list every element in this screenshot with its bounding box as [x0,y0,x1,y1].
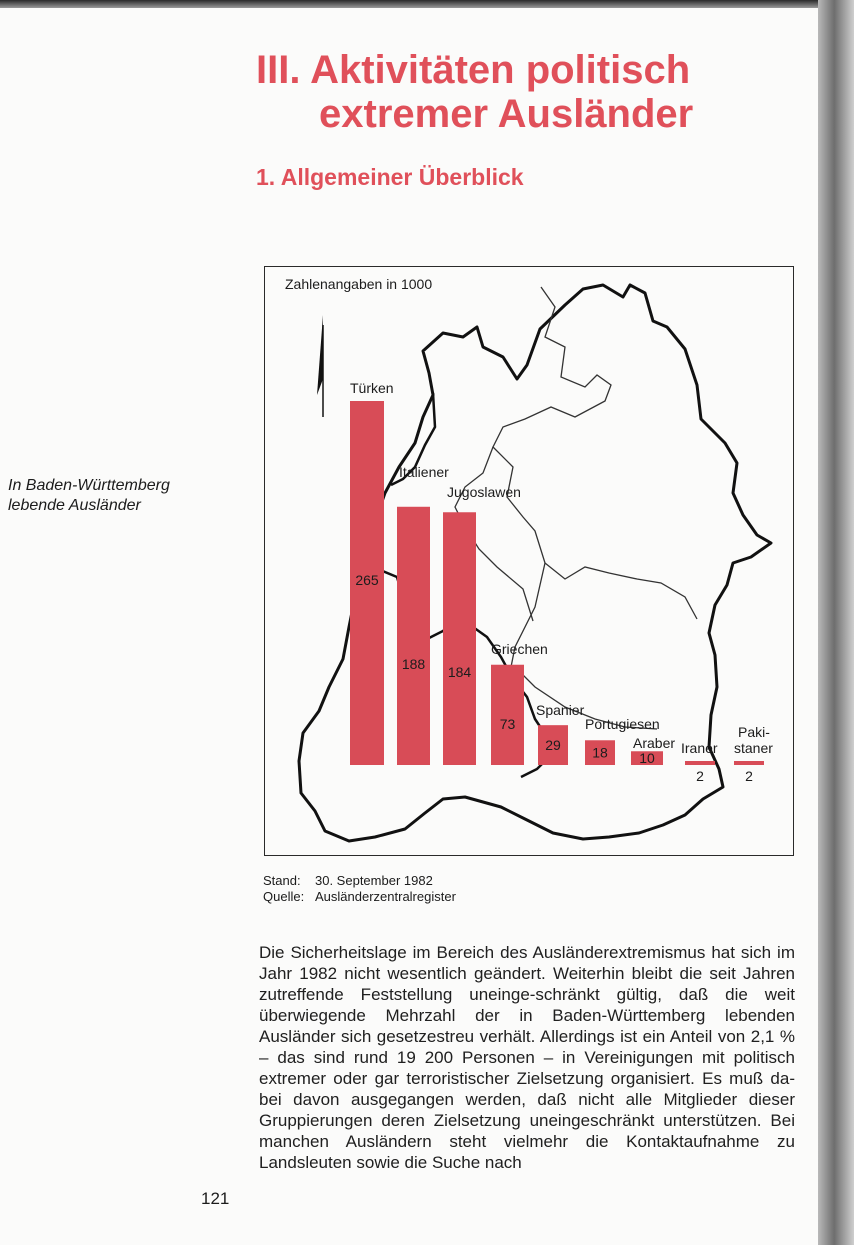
quelle-value: Ausländerzentralregister [315,889,456,904]
side-caption-line-1: In Baden-Württemberg [8,477,170,494]
value-label-griechen: 73 [499,716,516,732]
value-label-t-rken: 265 [355,572,379,588]
value-label-portugiesen: 18 [592,744,608,761]
value-label-spanier: 29 [545,737,561,754]
side-caption-line-2: lebende Ausländer [8,497,141,514]
bar-iraner [685,761,715,765]
value-label-italiener: 188 [401,656,426,672]
foreigners-bar-chart [265,267,793,855]
value-label-araber: 10 [639,750,655,767]
category-label-t-rken: Türken [350,380,394,396]
chart-frame [264,266,794,856]
category-label-portugiesen: Portugiesen [585,716,660,732]
chapter-heading-line-2: extremer Ausländer [319,92,694,136]
quelle-label: Quelle: [263,889,305,904]
body-paragraph: Die Sicherheitslage im Bereich des Ausländerextremismus hat sich im Jahr 1982 nicht wesentlich geändert. Weiterhin bleibt die seit Jahren zutreffende Feststellung uneinge-schränkt gültig, daß die weit überwiegende Mehrzahl der in Baden-Württemberg lebenden Ausländer sich gesetzestreu verhält. Allerdings ist ein Anteil von 2,1 % – das sind rund 19 200 Personen – in Vereinigungen mit politisch extremer oder gar terroristischer Zielsetzung organisiert. Es muß da-bei davon ausgegangen werden, daß nicht alle Mitglieder dieser Gruppierungen deren Zielsetzung uneingeschränkt unterstützen. Bei manchen Ausländern steht vielmehr die Kontaktaufnahme zu Landsleuten sowie die Suche nach [259,943,795,1172]
category-label-paki-staner: Paki-staner [734,724,773,756]
bar-griechen [491,665,524,765]
chapter-heading [256,48,693,136]
bar-italiener [397,507,430,765]
page-binding-edge [818,0,854,1245]
unit-note: Zahlenangaben in 1000 [285,276,433,292]
page-top-edge [0,0,818,8]
bar-paki-staner [734,761,764,765]
stand-label: Stand: [263,873,301,888]
quelle-row [263,889,456,905]
category-label-italiener: Italiener [399,464,449,480]
value-label-paki-staner: 2 [745,768,753,784]
stand-value: 30. September 1982 [315,873,433,888]
chapter-heading-line-1: III. Aktivitäten politisch [256,48,691,92]
stand-row [263,873,456,889]
value-label-iraner: 2 [696,768,704,784]
category-label-jugoslawen: Jugoslawen [447,484,521,500]
bar-jugoslawen [443,512,476,765]
page-number: 121 [201,1189,230,1208]
category-label-araber: Araber [633,735,676,751]
north-arrow [317,315,323,417]
category-label-griechen: Griechen [491,641,548,657]
category-label-iraner: Iraner [681,740,718,756]
section-heading: 1. Allgemeiner Überblick [256,164,524,190]
category-label-spanier: Spanier [536,702,585,718]
side-caption [8,476,170,516]
value-label-jugoslawen: 184 [447,664,472,680]
map-inner-borders [455,287,697,729]
chart-source-note [263,873,456,905]
